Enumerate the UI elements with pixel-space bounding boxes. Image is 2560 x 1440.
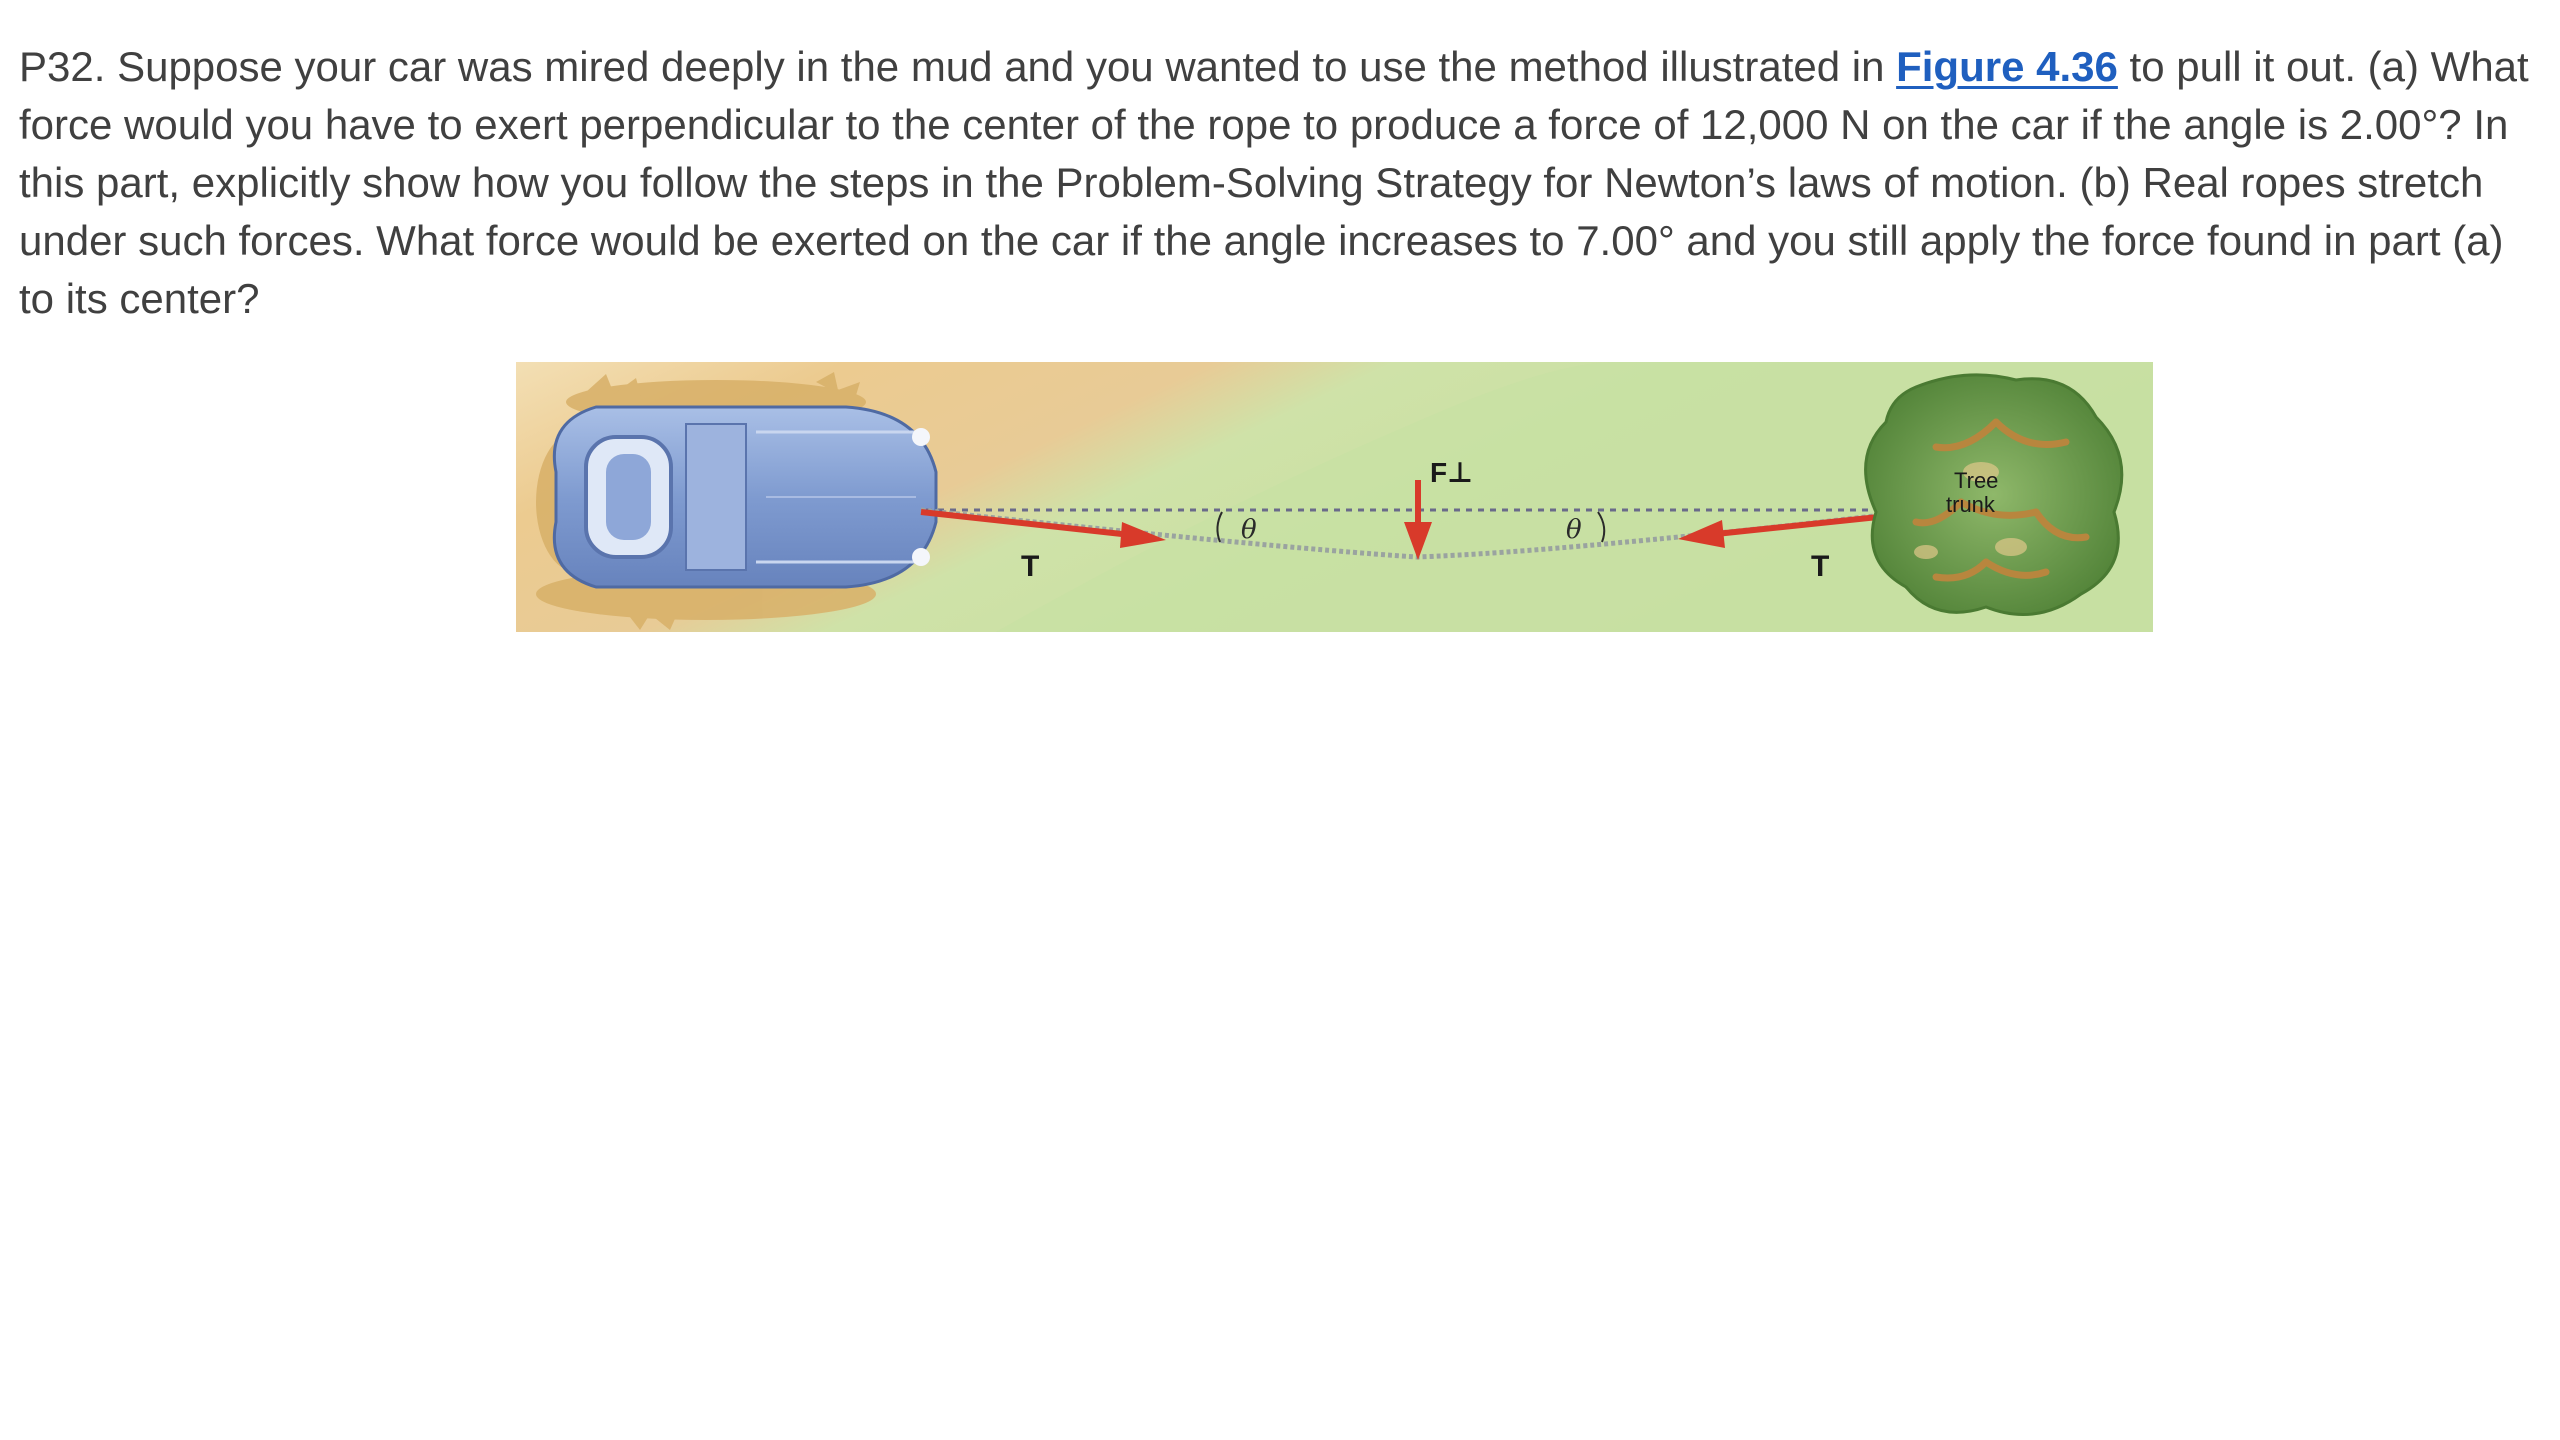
car bbox=[554, 407, 936, 587]
perpendicular-force-label: F⊥ bbox=[1430, 457, 1473, 488]
problem-statement bbox=[19, 38, 2539, 328]
theta-label-left: θ bbox=[1241, 515, 1257, 545]
problem-text-start: P32. Suppose your car was mired deeply in the mud and you wanted to use the method illustrated in bbox=[19, 43, 1897, 90]
figure-car-rope-tree bbox=[516, 362, 2153, 632]
problem-text-end: to pull it out. (a) What force would you have to exert perpendicular to the center of the rope to produce a force of 12,000 N on the car if the angle is 2.00°? In this part, explicitly show how you follow the steps in the Problem-Solving Strategy for Newton’s laws of motion. (b) Real ropes stretch under such forces. What force would be exerted on the car if the angle increases to 7.00° and you still apply the force found in part (a) to its center? bbox=[19, 43, 2529, 322]
tree-label-line1: Tree bbox=[1954, 468, 1999, 493]
tension-label-left: T bbox=[1021, 550, 1040, 583]
figure-svg bbox=[516, 362, 2153, 632]
tension-label-right: T bbox=[1811, 550, 1830, 583]
tree-label-line2: trunk bbox=[1946, 492, 1995, 517]
theta-label-right: θ bbox=[1566, 515, 1582, 545]
figure-link[interactable]: Figure 4.36 bbox=[1896, 43, 2118, 90]
